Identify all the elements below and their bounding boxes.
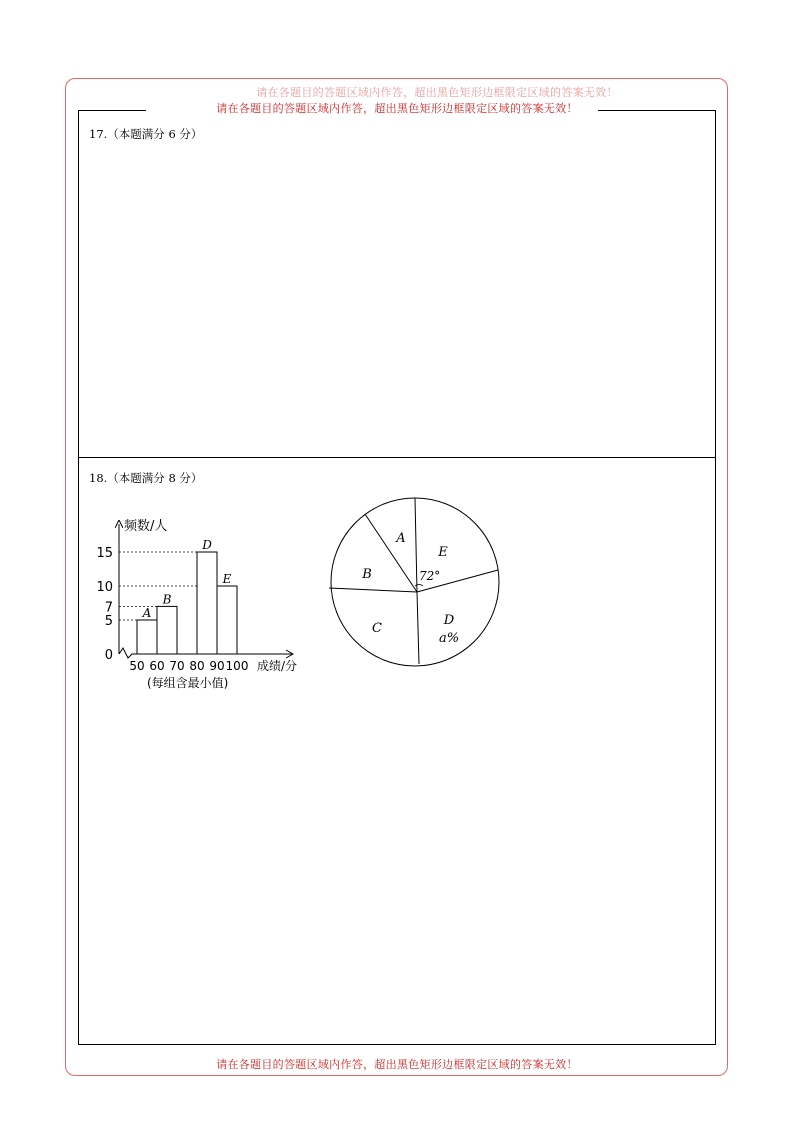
y-tick-label: 10 (96, 580, 113, 595)
slice-label-d: D (443, 613, 455, 628)
bar-a (137, 620, 157, 654)
bar-label-b: B (162, 592, 172, 607)
bar-label-a: A (142, 606, 152, 620)
bar-label-e: E (222, 572, 232, 586)
answer-box-18[interactable] (78, 457, 716, 1045)
x-tick-label: 90 (209, 659, 225, 673)
bar-label-d: D (202, 538, 212, 552)
question-17-title: 17.（本题满分 6 分） (89, 127, 203, 141)
pie-circle (331, 498, 499, 666)
y-tick-label: 15 (96, 546, 113, 561)
group-note: (每组含最小值) (147, 676, 229, 690)
slice-label-e: E (438, 545, 448, 560)
y-axis-label: 频数/人 (124, 519, 168, 534)
slice-label-a: A (396, 531, 406, 546)
x-tick-label: 80 (189, 659, 205, 673)
x-axis-label: 成绩/分 (257, 659, 298, 673)
y-tick-label: 0 (104, 648, 113, 663)
slice-label-b: B (362, 567, 372, 582)
slice-d-percent: a% (438, 631, 460, 646)
bar-d (197, 552, 217, 654)
pie-chart (329, 496, 509, 676)
slice-label-c: C (372, 621, 382, 636)
x-tick-label: 100 (225, 659, 249, 673)
x-tick-label: 60 (149, 659, 165, 673)
angle-label: 72° (419, 569, 441, 583)
warning-bottom-text: 请在各题目的答题区域内作答，超出黑色矩形边框限定区域的答案无效！ (216, 1058, 578, 1071)
bar-e (217, 586, 237, 654)
x-tick-label: 70 (169, 659, 185, 673)
y-tick-label: 5 (104, 614, 113, 629)
y-tick-label: 7 (104, 600, 113, 616)
bar-b (157, 606, 177, 654)
x-tick-label: 50 (129, 659, 145, 673)
answer-box-17[interactable] (78, 110, 716, 458)
question-18-title: 18.（本题满分 8 分） (89, 471, 203, 485)
warning-ghost-text: 请在各题目的答题区域内作答，超出黑色矩形边框限定区域的答案无效！ (256, 86, 618, 99)
histogram-chart (89, 516, 329, 696)
warning-top-text: 请在各题目的答题区域内作答，超出黑色矩形边框限定区域的答案无效！ (216, 102, 578, 115)
